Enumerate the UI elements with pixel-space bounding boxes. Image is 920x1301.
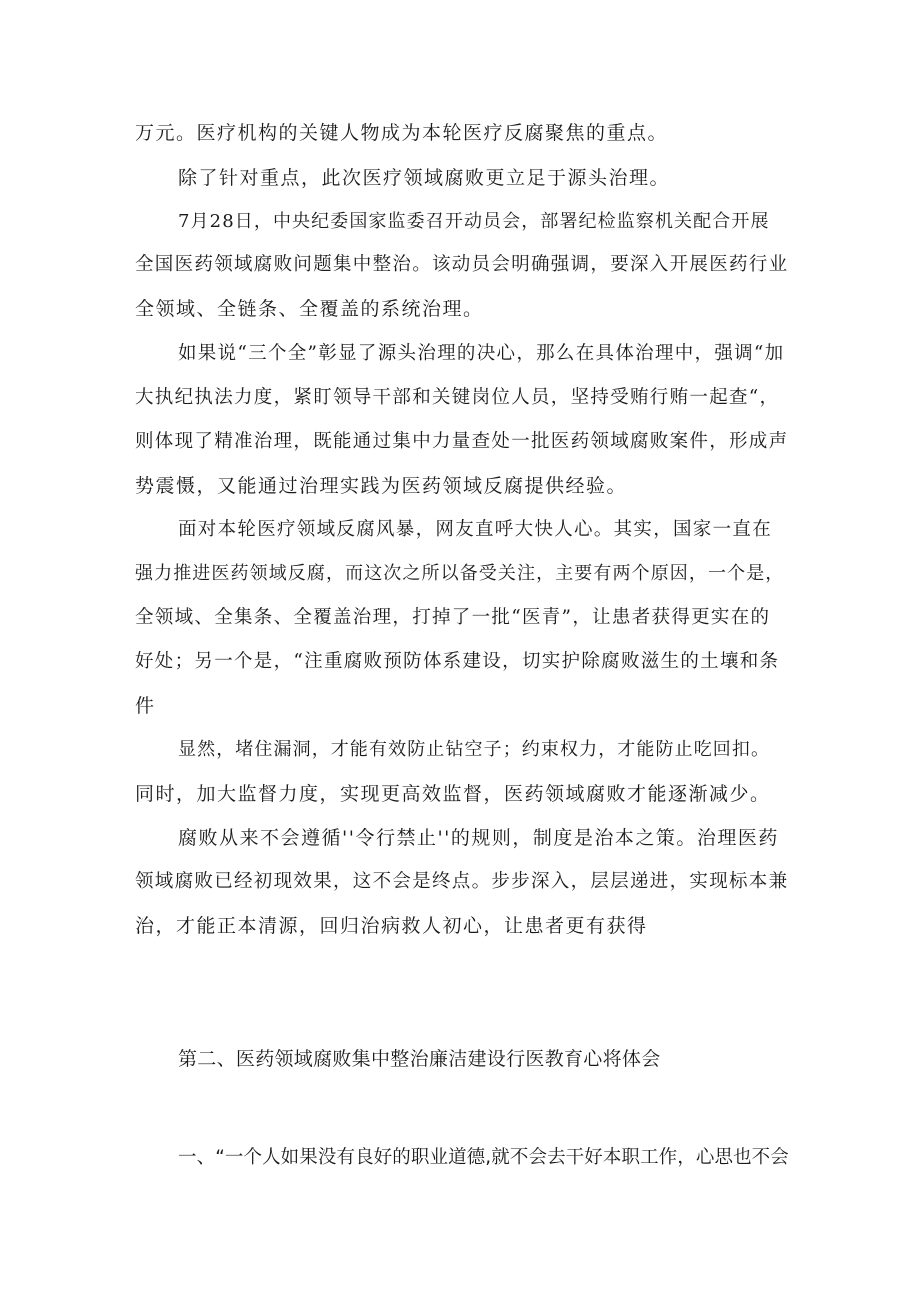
text-line: 全领域、全链条、全覆盖的系统治理。 bbox=[135, 298, 484, 320]
text-line: 强力推进医药领域反腐，而这次之所以备受关注，主要有两个原因，一个是， bbox=[135, 563, 785, 584]
text-line: 面对本轮医疗领域反腐风暴，网友直呼大快人心。其实，国家一直在 bbox=[178, 519, 773, 540]
text-line: 显然，堵住漏洞，才能有效防止钻空子；约束权力，才能防止吃回扣。 bbox=[178, 739, 771, 760]
text-line: 除了针对重点，此次医疗领域腐败更立足于源头治理。 bbox=[178, 167, 671, 189]
text-line: 如果说“三个全”彰显了源头治理的决心，那么在具体治理中，强调“加 bbox=[178, 343, 785, 364]
text-line: 全国医药领域腐败问题集中整治。该动员会明确强调，要深入开展医药行业 bbox=[135, 254, 789, 275]
text-line: 腐败从来不会遵循''令行禁止''的规则，制度是治本之策。治理医药 bbox=[178, 827, 779, 849]
text-line: 则体现了精准治理，既能通过集中力量查处一批医药领域腐败案件，形成声 bbox=[135, 431, 789, 452]
text-line: 势震慑，又能通过治理实践为医药领域反腐提供经验。 bbox=[135, 475, 628, 497]
text-line: 领域腐败已经初现效果，这不会是终点。步步深入，层层递进，实现标本兼 bbox=[135, 871, 789, 892]
text-line: 全领域、全集条、全覆盖治理，打掉了一批“医青”，让患者获得更实在的 bbox=[135, 607, 771, 628]
text-line: 大执纪执法力度，紧盯领导干部和关键岗位人员，坚持受贿行贿一起查“， bbox=[135, 387, 780, 408]
text-line: 治，才能正本清源，回归治病救人初心，让患者更有获得 bbox=[135, 915, 648, 937]
text-line: 好处；另一个是，“注重腐败预防体系建设，切实护除腐败滋生的土壤和条 bbox=[135, 651, 780, 672]
text-line: 同时，加大监督力度，实现更高效监督，医药领域腐败才能逐渐减少。 bbox=[135, 783, 771, 805]
text-line: 万元。医疗机构的关键人物成为本轮医疗反腐聚焦的重点。 bbox=[135, 122, 669, 144]
numbered-item-line: 一、“一个人如果没有良好的职业道德,就不会去干好本职工作，心思也不会 bbox=[178, 1147, 789, 1168]
text-line: 件 bbox=[135, 695, 156, 717]
text-line: 7月28日，中央纪委国家监委召开动员会，部署纪检监察机关配合开展 bbox=[178, 211, 770, 232]
section-heading: 第二、医药领域腐败集中整治廉洁建设行医教育心将体会 bbox=[178, 1048, 661, 1070]
